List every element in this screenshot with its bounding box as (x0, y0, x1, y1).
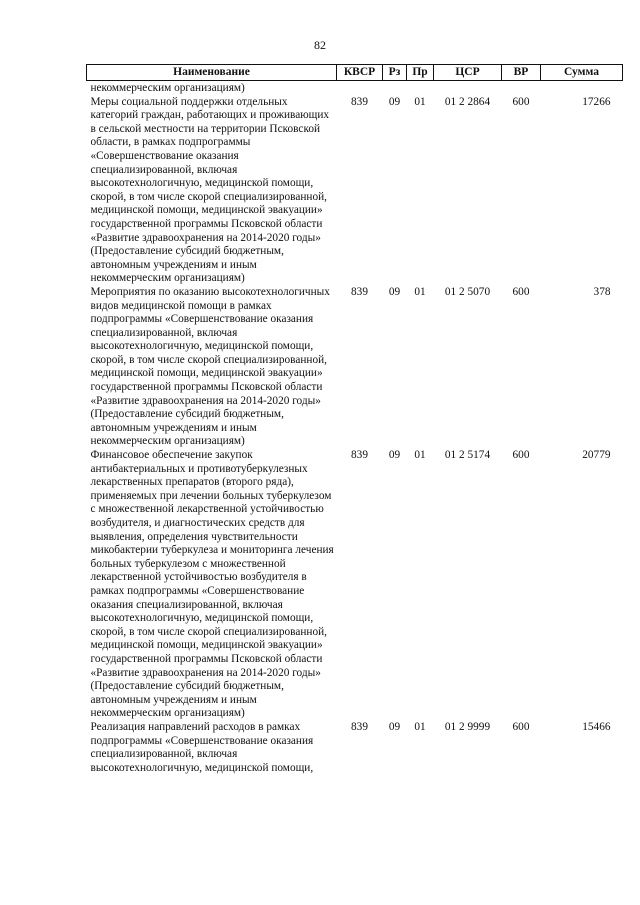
table-row (87, 449, 623, 721)
header-sum: Сумма (541, 65, 623, 81)
row-csr: 01 2 9999 (444, 720, 491, 733)
row-kvsr: 839 (351, 449, 368, 462)
row-kvsr: 839 (351, 285, 368, 298)
table-header-row (87, 65, 623, 81)
continuation-row (87, 81, 623, 96)
row-vr: 600 (512, 449, 530, 462)
row-csr: 01 2 5174 (444, 449, 491, 462)
row-pr: 01 (414, 720, 426, 733)
page-number: 82 (314, 38, 326, 52)
row-rz: 09 (388, 449, 401, 462)
header-csr: ЦСР (434, 65, 502, 81)
continuation-text: некоммерческим организациям) (90, 82, 245, 94)
row-kvsr: 839 (351, 95, 368, 108)
header-pr: Пр (407, 65, 434, 81)
row-name: Реализация направлений расходов в рамках подпрограммы «Совершенствование оказания специализированной, включая высокотехнологичную, медицинской помощи, (90, 720, 314, 774)
row-rz: 09 (388, 285, 401, 298)
header-kvsr: КВСР (337, 65, 383, 81)
row-csr: 01 2 2864 (444, 95, 491, 108)
table-row (87, 721, 623, 775)
row-name: Меры социальной поддержки отдельных категорий граждан, работающих и проживающих в сельской местности на территории Псковской области, в рамках подпрограммы «Совершенствование оказания специализированной, включая высокотехнологичную, медицинской помощи, скорой, в том числе скорой специализированной, медицинской помощи, медицинской эвакуации» государственной программы Псковской области «Развитие здравоохранения на 2014-2020 годы» (Предоставление субсидий бюджетным, автономным учреждениям и иным некоммерческим организациям) (90, 95, 330, 285)
row-vr: 600 (512, 720, 530, 733)
budget-table (86, 64, 623, 775)
row-name: Мероприятия по оказанию высокотехнологичных видов медицинской помощи в рамках подпрограммы «Совершенствование оказания специализированной, включая высокотехнологичную, медицинской помощи, скорой, в том числе скорой специализированной, медицинской помощи, медицинской эвакуации» государственной программы Псковской области «Развитие здравоохранения на 2014-2020 годы» (Предоставление субсидий бюджетным, автономным учреждениям и иным некоммерческим организациям) (90, 285, 330, 448)
row-kvsr: 839 (351, 720, 368, 733)
row-rz: 09 (388, 95, 401, 108)
row-vr: 600 (512, 95, 530, 108)
table-row (87, 286, 623, 449)
table-row (87, 96, 623, 286)
row-csr: 01 2 5070 (444, 285, 491, 298)
row-rz: 09 (388, 720, 401, 733)
header-vr: ВР (502, 65, 541, 81)
row-sum: 378 (593, 285, 611, 298)
header-name: Наименование (87, 65, 337, 81)
header-rz: Рз (383, 65, 407, 81)
row-sum: 17266 (582, 95, 611, 108)
row-name: Финансовое обеспечение закупок антибактериальных и противотуберкулезных лекарственных препаратов (второго ряда), применяемых при лечении больных туберкулезом с множественной лекарственной устойчивостью возбудителя, и диагностических средств для выявления, определения чувствительности микобактерии туберкулеза и мониторинга лечения больных туберкулезом с множественной лекарственной устойчивостью возбудителя в рамках подпрограммы «Совершенствование оказания специализированной, включая высокотехнологичную, медицинской помощи, скорой, в том числе скорой специализированной, медицинской помощи, медицинской эвакуации» государственной программы Псковской области «Развитие здравоохранения на 2014-2020 годы» (Предоставление субсидий бюджетным, автономным учреждениям и иным некоммерческим организациям) (90, 449, 334, 720)
row-sum: 20779 (582, 449, 611, 462)
row-pr: 01 (414, 285, 426, 298)
row-sum: 15466 (582, 720, 611, 733)
row-pr: 01 (414, 95, 426, 108)
row-vr: 600 (512, 285, 530, 298)
row-pr: 01 (414, 449, 426, 462)
